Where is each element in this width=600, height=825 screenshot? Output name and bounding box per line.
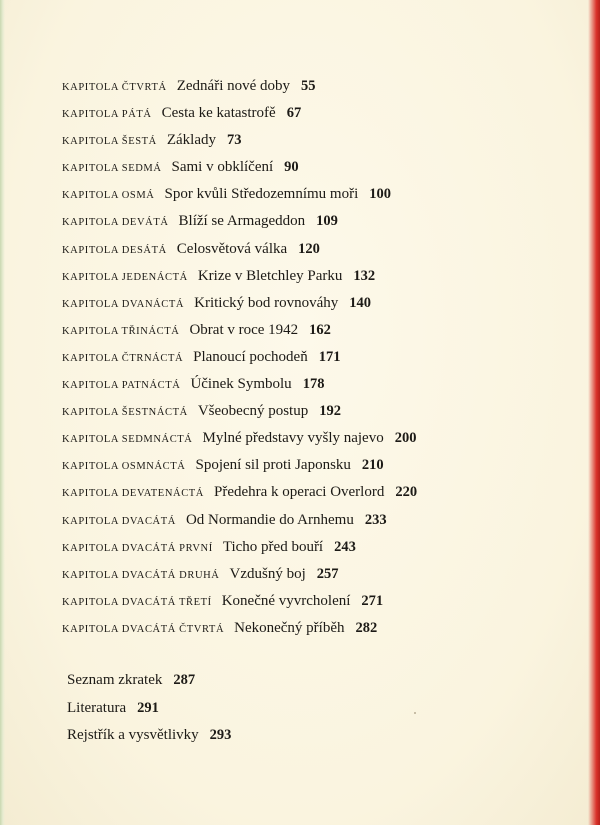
toc-chapter-row <box>62 78 582 105</box>
chapter-page-number: 233 <box>364 511 387 528</box>
chapter-page-number: 271 <box>361 592 384 609</box>
chapter-title: Blíží se Armageddon <box>178 213 306 230</box>
chapter-label: KAPITOLA DESÁTÁ <box>62 244 167 256</box>
page-left-edge <box>0 0 5 825</box>
toc-chapter-row <box>62 403 582 430</box>
chapter-title: Nekonečný příběh <box>234 619 345 636</box>
toc-chapter-row <box>62 105 582 132</box>
toc-chapter-row <box>62 132 582 159</box>
chapter-page-number: 178 <box>302 376 325 393</box>
chapter-title: Zednáři nové doby <box>176 78 291 94</box>
chapter-title: Planoucí pochodeň <box>193 348 308 365</box>
chapter-title: Všeobecný postup <box>197 403 309 420</box>
back-matter-page-number: 291 <box>137 699 159 716</box>
chapter-title: Sami v obklíčení <box>171 159 274 176</box>
chapter-label: KAPITOLA DVACÁTÁ DRUHÁ <box>62 569 220 581</box>
toc-chapter-row <box>62 539 582 566</box>
chapter-title: Kritický bod rovnováhy <box>194 294 339 311</box>
chapter-page-number: 282 <box>355 619 378 636</box>
chapter-label: KAPITOLA DVACÁTÁ PRVNÍ <box>62 542 213 554</box>
chapter-label: KAPITOLA PÁTÁ <box>62 109 152 121</box>
chapter-page-number: 100 <box>369 186 391 203</box>
chapter-label: KAPITOLA DVACÁTÁ ČTVRTÁ <box>62 623 225 635</box>
chapter-page-number: 210 <box>361 457 384 474</box>
chapter-title: Cesta ke katastrofě <box>161 105 276 122</box>
toc-chapter-row <box>62 566 582 593</box>
chapter-title: Předehra k operaci Overlord <box>214 484 385 501</box>
chapter-page-number: 162 <box>309 321 331 338</box>
chapter-label: KAPITOLA SEDMNÁCTÁ <box>62 434 193 446</box>
back-matter-row <box>67 700 567 728</box>
toc-chapter-row <box>62 376 582 403</box>
toc-chapter-row <box>62 213 582 240</box>
chapter-label: KAPITOLA DVACÁTÁ <box>62 515 176 527</box>
chapter-title: Obrat v roce 1942 <box>189 321 299 338</box>
toc-chapter-row <box>62 295 582 322</box>
chapter-title: Mylné představy vyšly najevo <box>202 430 384 447</box>
chapter-page-number: 90 <box>284 159 299 176</box>
back-matter-row <box>67 672 567 700</box>
toc-chapter-row <box>62 241 582 268</box>
chapter-label: KAPITOLA SEDMÁ <box>62 163 162 175</box>
chapter-label: KAPITOLA ŠESTÁ <box>62 136 157 148</box>
chapter-title: Vzdušný boj <box>229 565 306 582</box>
chapter-page-number: 140 <box>349 294 372 311</box>
toc-chapter-row <box>62 186 582 213</box>
book-cover-edge <box>588 0 600 825</box>
chapter-page-number: 120 <box>298 240 320 257</box>
back-matter-list <box>67 672 567 755</box>
chapter-page-number: 257 <box>316 565 339 582</box>
chapter-label: KAPITOLA DEVÁTÁ <box>62 217 169 229</box>
chapter-label: KAPITOLA ŠESTNÁCTÁ <box>62 407 188 419</box>
chapter-label: KAPITOLA DEVATENÁCTÁ <box>62 488 204 500</box>
chapter-title: Účinek Symbolu <box>190 376 292 393</box>
paper-speck <box>414 712 416 714</box>
chapter-page-number: 220 <box>395 484 418 501</box>
chapter-page-number: 73 <box>227 132 242 149</box>
toc-chapter-row <box>62 349 582 376</box>
chapter-page-number: 192 <box>319 403 341 420</box>
chapter-page-number: 132 <box>353 267 376 284</box>
chapter-page-number: 109 <box>316 213 338 230</box>
chapter-label: KAPITOLA TŘINÁCTÁ <box>62 325 180 337</box>
chapter-page-number: 55 <box>301 78 316 94</box>
chapter-title: Ticho před bouří <box>222 538 324 555</box>
back-matter-title: Literatura <box>67 699 127 716</box>
chapter-page-number: 200 <box>394 430 417 447</box>
chapter-title: Základy <box>166 132 216 149</box>
chapter-page-number: 243 <box>334 538 356 555</box>
toc-chapter-row <box>62 457 582 484</box>
chapter-label: KAPITOLA DVACÁTÁ TŘETÍ <box>62 596 212 608</box>
chapter-label: KAPITOLA OSMNÁCTÁ <box>62 461 186 473</box>
chapter-title: Spor kvůli Středozemnímu moři <box>164 186 359 203</box>
table-of-contents <box>62 78 582 647</box>
toc-chapter-row <box>62 430 582 457</box>
chapter-title: Krize v Bletchley Parku <box>197 267 343 284</box>
chapter-label: KAPITOLA PATNÁCTÁ <box>62 380 181 392</box>
back-matter-page-number: 287 <box>173 672 196 688</box>
chapter-page-number: 171 <box>318 348 341 365</box>
chapter-title: Konečné vyvrcholení <box>221 592 351 609</box>
chapter-title: Od Normandie do Arnhemu <box>185 511 354 528</box>
chapter-label: KAPITOLA ČTVRTÁ <box>62 82 167 93</box>
back-matter-page-number: 293 <box>209 727 232 743</box>
chapter-page-number: 67 <box>286 105 302 122</box>
toc-chapter-row <box>62 268 582 295</box>
toc-chapter-row <box>62 593 582 620</box>
toc-chapter-row <box>62 484 582 511</box>
chapter-title: Spojení sil proti Japonsku <box>195 457 351 474</box>
back-matter-row <box>67 727 567 755</box>
chapter-label: KAPITOLA DVANÁCTÁ <box>62 298 185 310</box>
toc-chapter-row <box>62 620 582 647</box>
chapter-label: KAPITOLA ČTRNÁCTÁ <box>62 352 184 364</box>
toc-chapter-row <box>62 512 582 539</box>
chapter-title: Celosvětová válka <box>176 240 288 257</box>
back-matter-title: Rejstřík a vysvětlivky <box>67 727 199 743</box>
toc-chapter-row <box>62 322 582 349</box>
back-matter-title: Seznam zkratek <box>67 672 163 688</box>
chapter-label: KAPITOLA OSMÁ <box>62 190 155 202</box>
toc-chapter-row <box>62 159 582 186</box>
chapter-label: KAPITOLA JEDENÁCTÁ <box>62 271 188 283</box>
